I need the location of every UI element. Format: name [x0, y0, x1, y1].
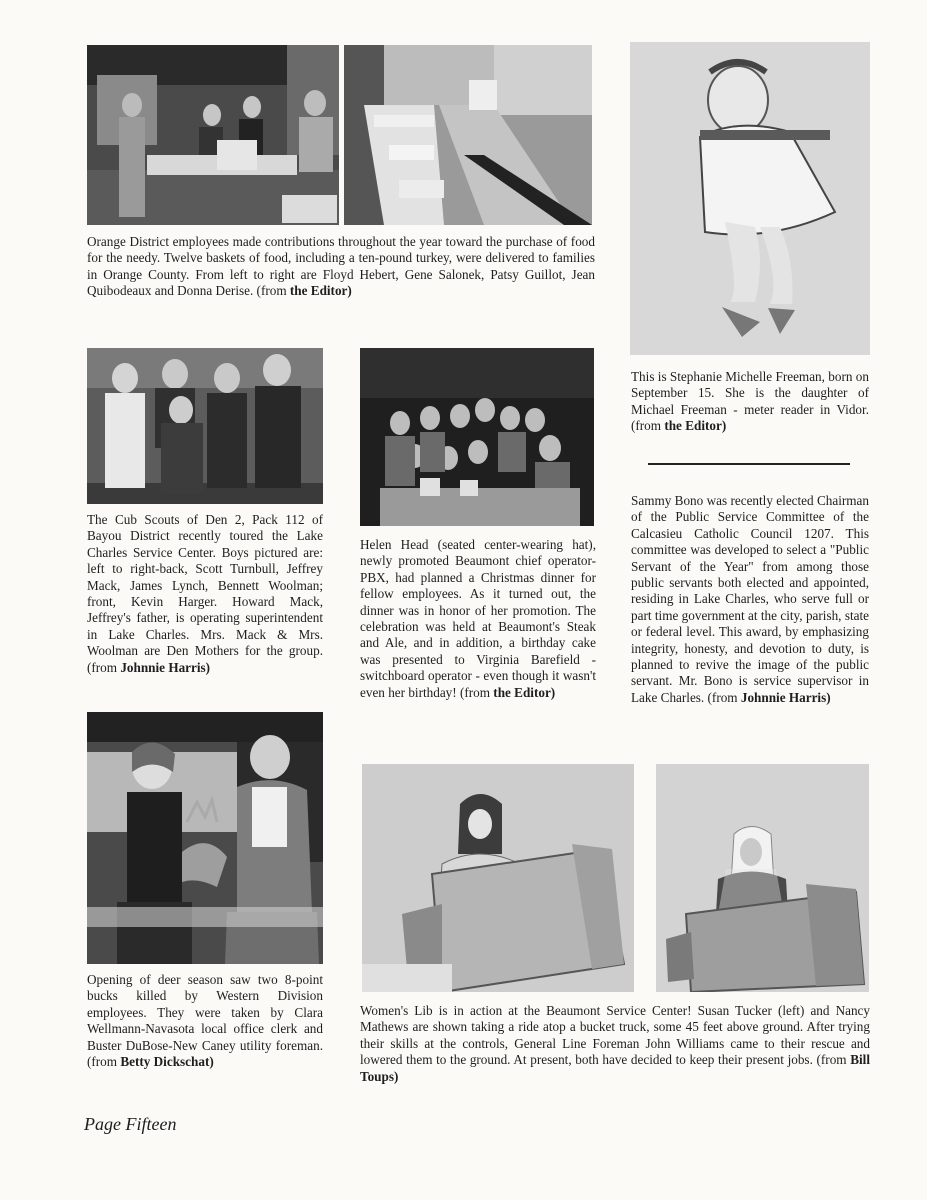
deer-season-caption — [87, 972, 323, 1070]
cub-scouts-caption — [87, 512, 323, 676]
stephanie-credit: the Editor) — [664, 418, 727, 434]
food-baskets-text: Orange District employees made contributions throughout the year toward the purchase of food for the needy. Twelve baskets of food, including a ten-pound turkey, were delivered to families in Orange County. From left to right are Floyd Hebert, Gene Salonek, Patsy Guillot, Jean Quibodeaux and Donna Derise. (from — [87, 234, 595, 299]
deer-season-credit: Betty Dickschat) — [120, 1054, 214, 1070]
christmas-dinner-photo — [360, 348, 594, 526]
womens-lib-credit: Bill Toups) — [360, 1052, 870, 1084]
sammy-bono-text: Sammy Bono was recently elected Chairman of the Public Service Committee of the Calcasieu Catholic Council 1207. This committee was developed to select a "Public Servant of the Year" from among those public servants both elected and appointed, residing in Lake Charles, who serve full or part time government at the city, parish, state or federal level. This award, by emphasizing integrity, honesty, and devotion to duty, is planned to revive the image of the public servant. Mr. Bono is service supervisor in Lake Charles. (from — [631, 493, 869, 705]
helen-head-text: Helen Head (seated center-wearing hat), newly promoted Beaumont chief operator-PBX, had planned a Christmas dinner for fellow employees. As it turned out, the dinner was in honor of her promotion. The celebration was held at Beaumont's Steak and Ale, and in addition, a birthday cake was presented to Virginia Barefield - switchboard operator - even though it wasn't even her birthday! (from — [360, 537, 596, 700]
section-divider — [648, 463, 850, 465]
bucket-truck-photo-right — [656, 764, 869, 992]
stephanie-text: This is Stephanie Michelle Freeman, born on September 15. She is the daughter of Michael Freeman - meter reader in Vidor. (from — [631, 369, 869, 434]
deer-season-text: Opening of deer season saw two 8-point bucks killed by Western Division employees. They were taken by Clara Wellmann-Navasota local office clerk and Buster DuBose-New Caney utility foreman. (from — [87, 972, 323, 1070]
cub-scouts-photo — [87, 348, 323, 504]
baby-photo — [630, 42, 870, 355]
deer-season-photo — [87, 712, 323, 964]
helen-head-credit: the Editor) — [493, 684, 556, 700]
stephanie-caption — [631, 369, 869, 435]
womens-lib-caption — [360, 1003, 870, 1085]
food-baskets-credit: the Editor) — [289, 283, 352, 299]
sammy-bono-credit: Johnnie Harris) — [740, 689, 831, 705]
food-baskets-caption — [87, 234, 595, 300]
page-number: Page Fifteen — [84, 1114, 177, 1134]
cub-scouts-text: The Cub Scouts of Den 2, Pack 112 of Bayou District recently toured the Lake Charles Service Center. Boys pictured are: left to right-back, Scott Turnbull, Jeffrey Mack, James Lynch, Bennett Woolman; front, Kevin Harger. Howard Mack, Jeffrey's father, is operating superintendent in Lake Charles. Mrs. Mack & Mrs. Woolman are Den Mothers for the group. (from — [87, 512, 323, 675]
helen-head-caption — [360, 537, 596, 701]
food-donation-photo-left — [87, 45, 339, 225]
sammy-bono-article — [631, 493, 869, 706]
womens-lib-text: Women's Lib is in action at the Beaumont Service Center! Susan Tucker (left) and Nancy Mathews are shown taking a ride atop a bucket truck, some 45 feet above ground. After trying their skills at the controls, General Line Foreman John Williams came to their rescue and lowered them to the ground. At present, both have decided to keep their present jobs. (from — [360, 1003, 870, 1068]
food-baskets-photo-right — [344, 45, 592, 225]
cub-scouts-credit: Johnnie Harris) — [120, 659, 211, 675]
bucket-truck-photo-left — [362, 764, 634, 992]
